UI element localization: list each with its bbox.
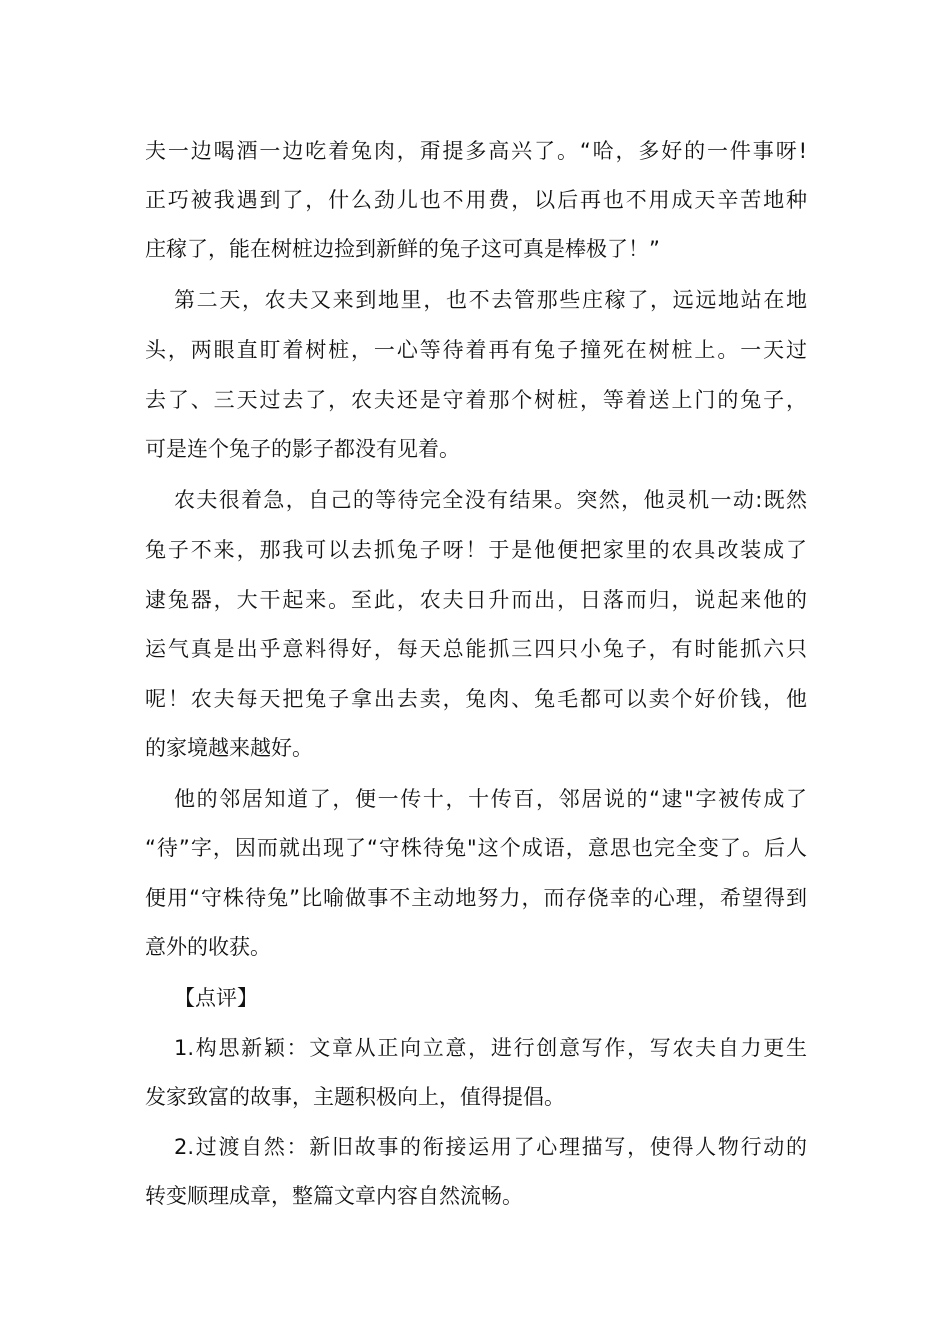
text-line: 转变顺理成章，整篇文章内容自然流畅。: [145, 1184, 523, 1208]
section-heading: 【点评】: [174, 986, 258, 1010]
text-line: 兔子不来，那我可以去抓兔子呀！于是他便把家里的农具改装成了: [145, 538, 807, 562]
text-line: 去了、三天过去了，农夫还是守着那个树桩，等着送上门的兔子，: [145, 388, 807, 412]
text-line: 运气真是出乎意料得好，每天总能抓三四只小兔子，有时能抓六只: [145, 637, 807, 661]
text-line: 2.过渡自然：新旧故事的衔接运用了心理描写，使得人物行动的: [174, 1135, 807, 1159]
text-line: 1.构思新颖：文章从正向立意，进行创意写作，写农夫自力更生: [174, 1036, 807, 1060]
text-line: 第二天，农夫又来到地里，也不去管那些庄稼了，远远地站在地: [174, 288, 807, 312]
text-line: 可是连个兔子的影子都没有见着。: [145, 437, 460, 461]
text-line: 逮兔器，大干起来。至此，农夫日升而出，日落而归，说起来他的: [145, 588, 807, 612]
text-line: 他的邻居知道了，便一传十，十传百，邻居说的“逮"字被传成了: [174, 787, 807, 811]
text-line: 发家致富的故事，主题积极向上，值得提倡。: [145, 1085, 565, 1109]
text-line: 头，两眼直盯着树桩，一心等待着再有兔子撞死在树桩上。一天过: [145, 338, 807, 362]
text-line: 的家境越来越好。: [145, 736, 313, 760]
text-line: 意外的收获。: [145, 935, 271, 959]
text-line: 农夫很着急，自己的等待完全没有结果。突然，他灵机一动:既然: [174, 488, 807, 512]
text-line: 正巧被我遇到了，什么劲儿也不用费，以后再也不用成天辛苦地种: [145, 188, 807, 212]
text-line: 呢！农夫每天把兔子拿出去卖，兔肉、兔毛都可以卖个好价钱，他: [145, 687, 807, 711]
text-line: 庄稼了，能在树桩边捡到新鲜的兔子这可真是棒极了！”: [145, 237, 660, 261]
text-line: 夫一边喝酒一边吃着兔肉，甭提多高兴了。“哈，多好的一件事呀!: [145, 139, 807, 163]
text-line: 便用“守株待兔”比喻做事不主动地努力，而存侥幸的心理，希望得到: [145, 886, 807, 910]
text-line: “待”字，因而就出现了“守株待兔"这个成语，意思也完全变了。后人: [145, 836, 807, 860]
